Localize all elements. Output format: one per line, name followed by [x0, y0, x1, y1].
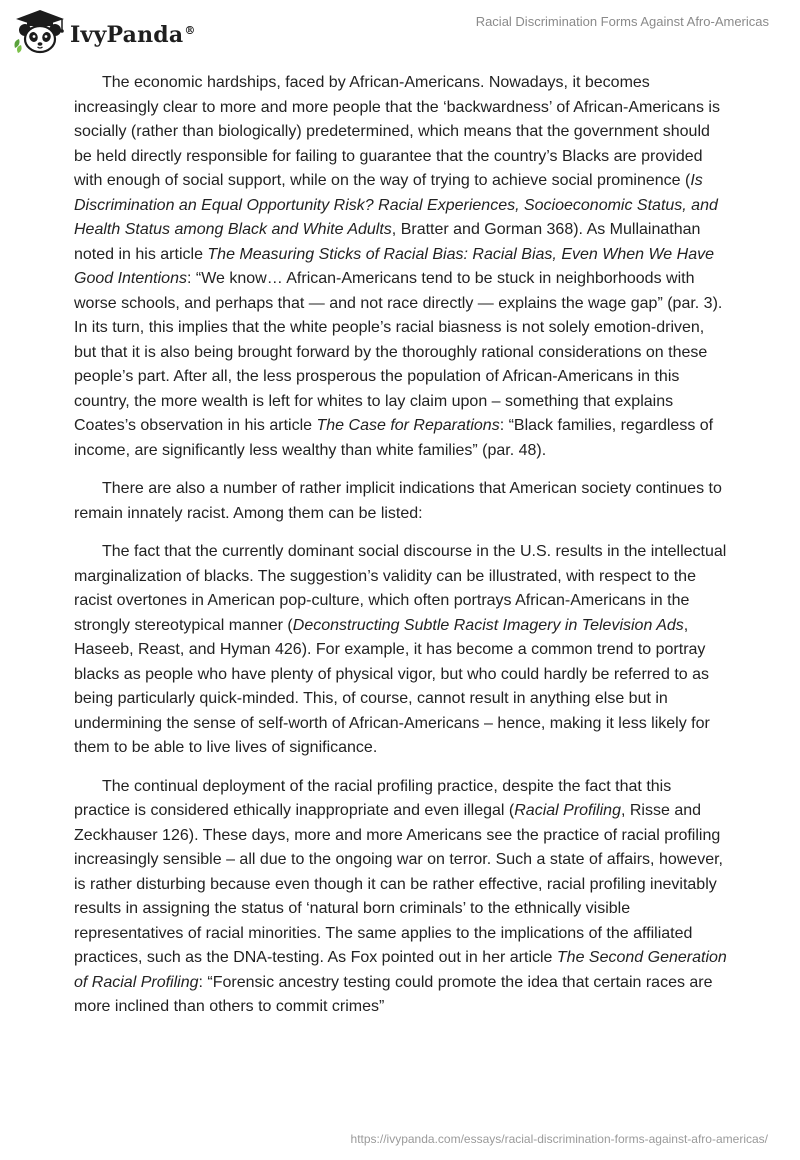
- cited-work-title: Racial Profiling: [514, 802, 621, 819]
- text-run: There are also a number of rather implicit indications that American society continues to remain innately racist. Among them can be listed:: [74, 480, 722, 522]
- paragraph: [74, 71, 728, 463]
- cited-work-title: The Case for Reparations: [316, 417, 500, 434]
- cited-work-title: The Second Generation of Racial Profiling: [74, 949, 727, 991]
- brand-logo[interactable]: [12, 8, 196, 56]
- paragraph: [74, 477, 728, 526]
- paragraph: [74, 540, 728, 761]
- text-run: : “We know… African-Americans tend to be stuck in neighborhoods with worse schools, and perhaps that — and not race directly — explains the wage gap” (par. 3). In its turn, this implies that the white people’s racial biasness is not solely emotion-driven, but that it is also being brought forward by the thoroughly rational considerations on these people’s part. After all, the less prosperous the population of African-Americans in this country, the more wealth is left for whites to lay claim upon – something that explains Coates’s observation in his article: [74, 270, 723, 434]
- cited-work-title: The Measuring Sticks of Racial Bias: Racial Bias, Even When We Have Good Intentions: [74, 245, 714, 287]
- cited-work-title: Deconstructing Subtle Racist Imagery in Television Ads: [292, 616, 684, 634]
- text-run: : “Black families, regardless of income, are significantly less wealthy than white families” (par. 48).: [74, 417, 714, 459]
- text-run: : “Forensic ancestry testing could promote the idea that certain races are more inclined than others to commit crimes”: [74, 973, 713, 1015]
- brand-name: IvyPanda®: [70, 22, 196, 48]
- page-header: [0, 0, 800, 62]
- document-title: Racial Discrimination Forms Against Afro-Americas: [475, 14, 769, 29]
- panda-graduate-icon: [12, 8, 68, 56]
- paragraph: [74, 775, 728, 1020]
- text-run: The fact that the currently dominant social discourse in the U.S. results in the intellectual marginalization of blacks. The suggestion’s validity can be illustrated, with respect to the racist overtones in American pop-culture, which often portrays African-Americans in the strongly stereotypical manner (: [74, 543, 727, 634]
- text-run: , Risse and Zeckhauser 126). These days, more and more Americans see the practice of racial profiling increasingly sensible – all due to the ongoing war on terror. Such a state of affairs, however, is rather disturbing because even though it can be rather effective, racial profiling inevitably results in assigning the status of ‘natural born criminals’ to the ethnically visible representatives of racial minorities. The same applies to the implications of the affiliated practices, such as the DNA-testing. As Fox pointed out in her article: [74, 802, 723, 966]
- cited-work-title: Is Discrimination an Equal Opportunity Risk? Racial Experiences, Socioeconomic Status, and Health Status among Black and White Adults: [74, 172, 718, 238]
- text-run: , Bratter and Gorman 368). As Mullainathan noted in his article: [74, 221, 701, 263]
- source-url[interactable]: https://ivypanda.com/essays/racial-discrimination-forms-against-afro-americas/: [350, 1132, 768, 1146]
- text-run: , Haseeb, Reast, and Hyman 426). For example, it has become a common trend to portray blacks as people who have plenty of physical vigor, but who could hardly be referred to as being particularly quick-minded. This, of course, cannot result in anything else but in undermining the sense of self-worth of African-Americans – hence, making it less likely for them to be able to live lives of significance.: [74, 616, 710, 756]
- registered-mark: ®: [184, 23, 196, 37]
- text-run: The continual deployment of the racial profiling practice, despite the fact that this practice is considered ethically inappropriate and even illegal (: [74, 777, 672, 819]
- essay-body: [74, 71, 728, 1020]
- text-run: The economic hardships, faced by African-Americans. Nowadays, it becomes increasingly clear to more and more people that the ‘backwardness’ of African-Americans is socially (rather than biologically) predetermined, which means that the government should be held directly responsible for failing to guarantee that the country’s Blacks are provided with enough of social support, while on the way of trying to achieve social prominence (: [74, 74, 720, 189]
